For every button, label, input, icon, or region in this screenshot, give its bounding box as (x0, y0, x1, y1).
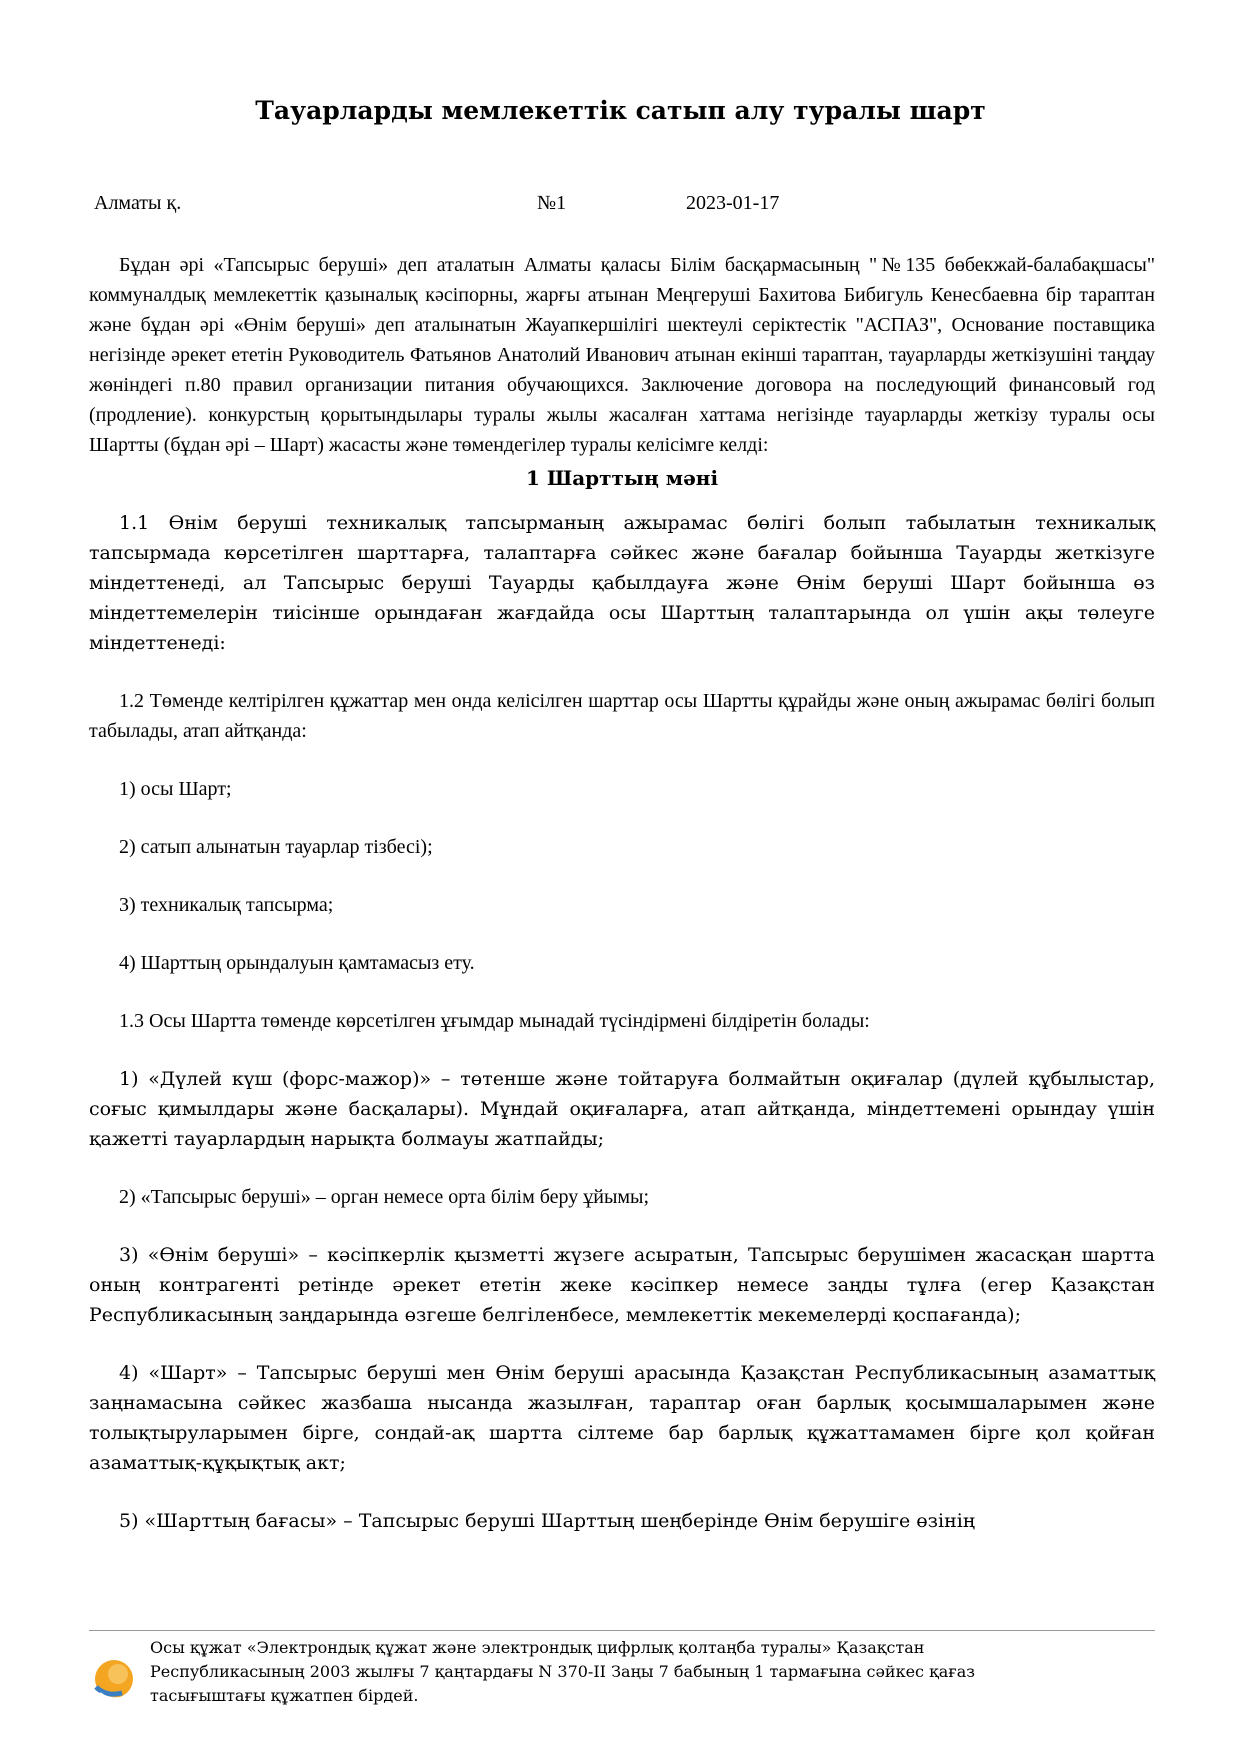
clause-1-2: 1.2 Төменде келтірілген құжаттар мен онда келісілген шарттар осы Шартты құрайды және оның ажырамас бөлігі болып табылады, атап айтқанда: (89, 690, 1155, 742)
clause-1-1: 1.1 Өнім беруші техникалық тапсырманың ажырамас бөлігі болып табылатын техникалық тапсырмада көрсетілген шарттарға, талаптарға сәйкес және бағалар бойынша Тауарды жеткізуге міндеттенеді, ал Тапсырыс беруші Тауарды қабылдауға және Өнім беруші Шарт бойынша өз міндеттемелерін тиісінше орындаған жағдайда осы Шарттың талаптарында ол үшін ақы төлеуге міндеттенеді: (89, 512, 1155, 654)
footer-legal-note: Осы құжат «Электрондық құжат және электрондық цифрлық қолтаңба туралы» Қазақстан Республикасының 2003 жылғы 7 қаңтардағы N 370-II Заңы 7 бабының 1 тармағына сәйкес қағаз тасығыштағы құжатпен бірдей. (150, 1638, 975, 1705)
doc-list-item: 4) Шарттың орындалуын қамтамасыз ету. (119, 952, 475, 974)
doc-list-item: 1) осы Шарт; (119, 778, 232, 800)
footer-divider (89, 1630, 1155, 1631)
term-item: 1) «Дүлей күш (форс-мажор)» – төтенше және тойтаруға болмайтын оқиғалар (дүлей құбылыстар, соғыс қимылдары және басқалары). Мұндай оқиғаларға, атап айтқанда, міндеттемені орындау үшін қажетті тауарлардың нарықта болмауы жатпайды; (89, 1068, 1155, 1150)
document-title: Тауарларды мемлекеттік сатып алу туралы шарт (255, 96, 986, 125)
contract-city: Алматы қ. (94, 192, 182, 214)
term-item: 5) «Шарттың бағасы» – Тапсырыс беруші Шарттың шеңберінде Өнім берушіге өзінің (119, 1510, 976, 1532)
contract-number: №1 (537, 192, 567, 214)
contract-date: 2023-01-17 (686, 192, 780, 214)
doc-list-item: 3) техникалық тапсырма; (119, 894, 334, 916)
e-signature-seal-icon (92, 1657, 136, 1701)
section-1-heading: 1 Шарттың мәні (525, 466, 719, 490)
doc-list-item: 2) сатып алынатын тауарлар тізбесі); (119, 836, 433, 858)
term-item: 4) «Шарт» – Тапсырыс беруші мен Өнім беруші арасында Қазақстан Республикасының азаматтық заңнамасына сәйкес жазбаша нысанда жазылған, тараптар оған барлық қосымшаларымен және толықтыруларымен бірге, сондай-ақ шартта сілтеме бар барлық құжаттамамен бірге қол қойған азаматтық-құқықтық акт; (89, 1362, 1155, 1474)
term-item: 3) «Өнім беруші» – кәсіпкерлік қызметті жүзеге асыратын, Тапсырыс берушімен жасасқан шартта оның контрагенті ретінде әрекет ететін жеке кәсіпкер немесе заңды тұлға (егер Қазақстан Республикасының заңдарында өзгеше белгіленбесе, мемлекеттік мекемелерді қоспағанда); (89, 1244, 1155, 1326)
intro-paragraph: Бұдан әрі «Тапсырыс беруші» деп аталатын Алматы қаласы Білім басқармасының "№135 бөбекжай-балабақшасы" коммуналдық мемлекеттік қазыналық кәсіпорны, жарғы атынан Меңгеруші Бахитова Бибигуль Кенесбаевна бір тараптан және бұдан әрі «Өнім беруші» деп аталынатын Жауапкершілігі шектеулі серіктестік "АСПАЗ", Основание поставщика негізінде әрекет ететін Руководитель Фатьянов Анатолий Иванович атынан екінші тараптан, тауарларды жеткізушіні таңдау жөніндегі п.80 правил организации питания обучающихся. Заключение договора на последующий финансовый год (продление). конкурстың қорытындылары туралы жылы жасалған хаттама негізінде тауарларды жеткізу туралы осы Шартты (бұдан әрі – Шарт) жасасты және төмендегілер туралы келісімге келді: (89, 254, 1155, 456)
document-body (89, 250, 1155, 1564)
term-item: 2) «Тапсырыс беруші» – орган немесе орта білім беру ұйымы; (119, 1186, 650, 1208)
clause-1-3: 1.3 Осы Шартта төменде көрсетілген ұғымдар мынадай түсіндірмені білдіретін болады: (119, 1010, 870, 1032)
